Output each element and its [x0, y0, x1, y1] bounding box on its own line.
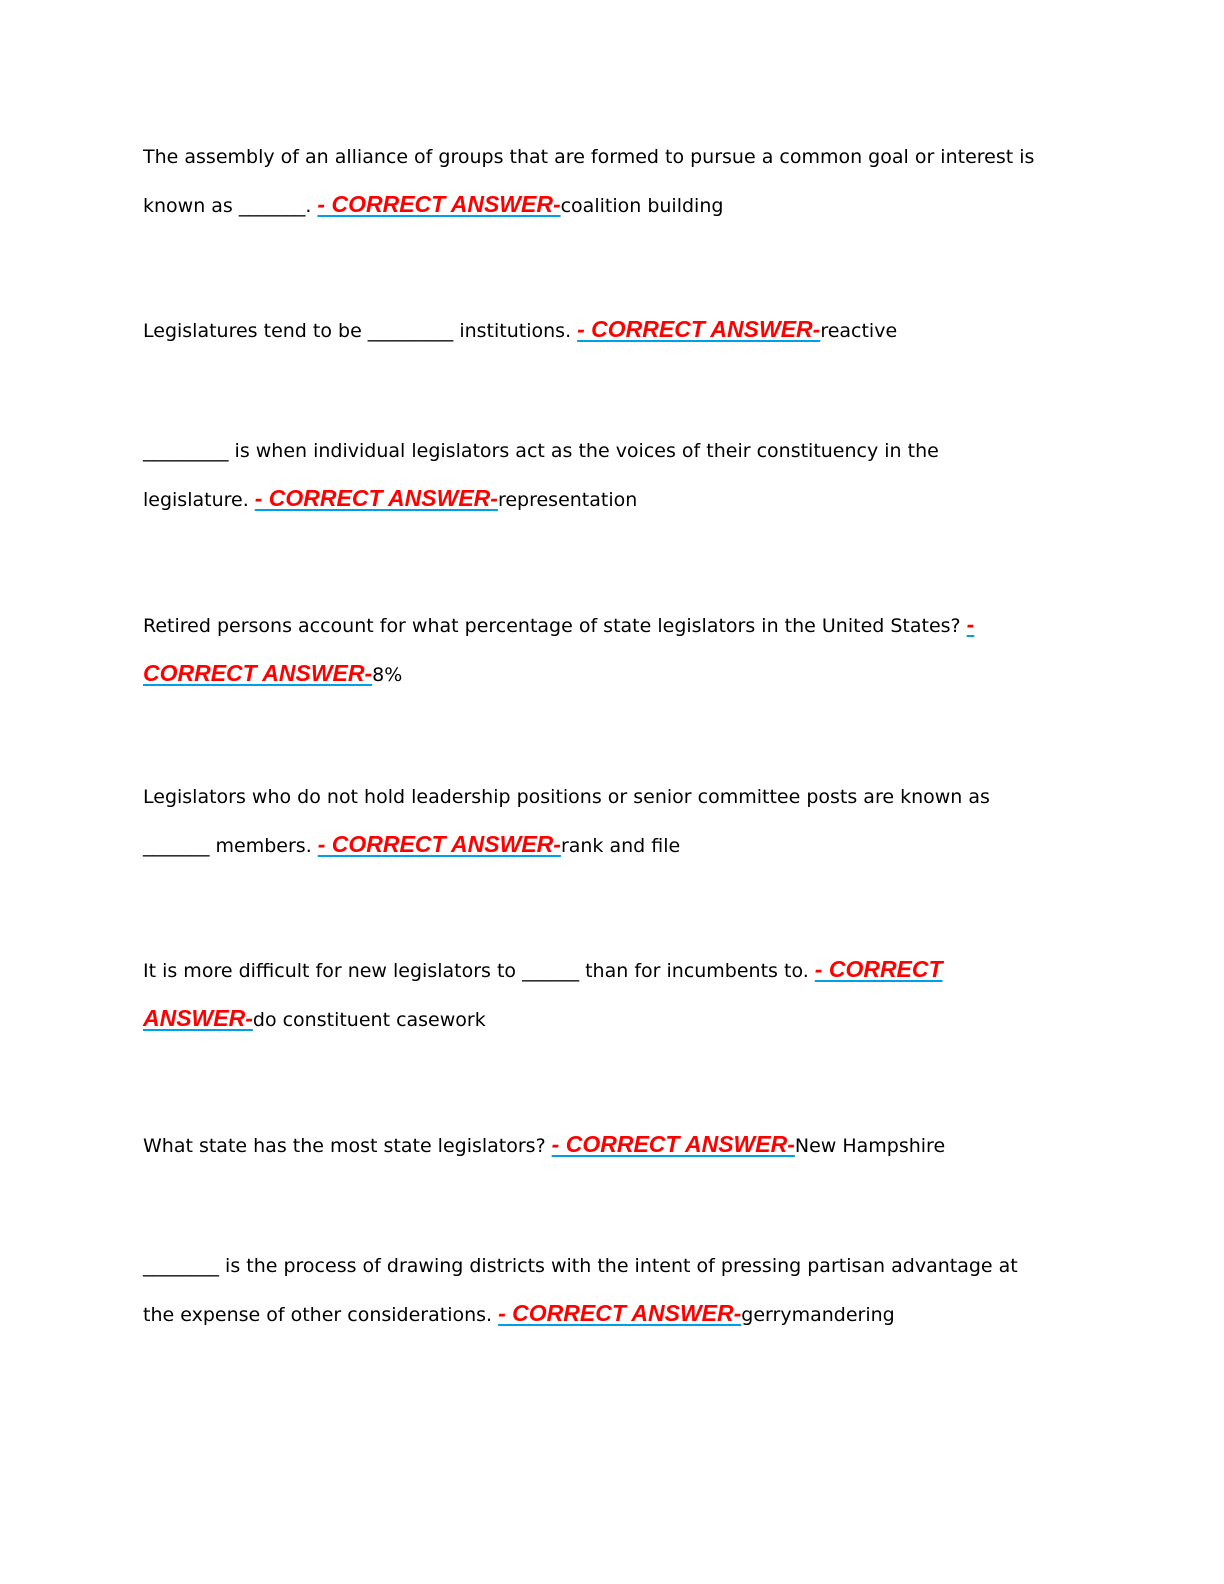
- question-text: known as _______.: [143, 195, 312, 217]
- answer-text: 8%: [372, 664, 403, 686]
- answer-text: rank and file: [560, 835, 681, 857]
- question-text: Legislators who do not hold leadership positions or senior committee posts are known as: [143, 786, 990, 808]
- question-text: What state has the most state legislators?: [143, 1135, 546, 1157]
- question-text: _________ is when individual legislators act as the voices of their constituency in the: [143, 440, 939, 462]
- answer-text: representation: [497, 489, 638, 511]
- correct-answer-marker: - CORRECT: [814, 956, 943, 982]
- qa-item-reactive: [143, 306, 1063, 355]
- question-text: the expense of other considerations.: [143, 1304, 493, 1326]
- qa-item-coalition: [143, 134, 1063, 230]
- question-text: The assembly of an alliance of groups that are formed to pursue a common goal or interest is: [143, 146, 1035, 168]
- question-text: legislature.: [143, 489, 249, 511]
- correct-answer-marker: -: [966, 611, 975, 637]
- qa-item-gerrymandering: [143, 1243, 1063, 1339]
- question-text: Retired persons account for what percentage of state legislators in the United States?: [143, 615, 961, 637]
- question-text: It is more difficult for new legislators to ______ than for incumbents to.: [143, 960, 809, 982]
- answer-text: coalition building: [560, 195, 724, 217]
- correct-answer-marker: ANSWER-: [143, 1005, 253, 1031]
- question-text: Legislatures tend to be _________ institutions.: [143, 320, 572, 342]
- qa-item-casework: [143, 946, 1063, 1044]
- correct-answer-marker: - CORRECT ANSWER-: [551, 1131, 795, 1157]
- correct-answer-marker: - CORRECT ANSWER-: [254, 485, 498, 511]
- answer-text: reactive: [820, 320, 898, 342]
- answer-text: New Hampshire: [794, 1135, 946, 1157]
- question-text: _______ members.: [143, 835, 312, 857]
- question-text: ________ is the process of drawing districts with the intent of pressing partisan advantage at: [143, 1255, 1018, 1277]
- correct-answer-marker: - CORRECT ANSWER-: [498, 1300, 742, 1326]
- answer-text: do constituent casework: [252, 1009, 486, 1031]
- correct-answer-marker: - CORRECT ANSWER-: [317, 831, 561, 857]
- qa-item-retired-percentage: [143, 601, 1063, 699]
- qa-item-representation: [143, 428, 1063, 524]
- qa-item-new-hampshire: [143, 1121, 1063, 1170]
- correct-answer-marker: - CORRECT ANSWER-: [317, 191, 561, 217]
- answer-text: gerrymandering: [741, 1304, 895, 1326]
- correct-answer-marker: CORRECT ANSWER-: [143, 660, 373, 686]
- correct-answer-marker: - CORRECT ANSWER-: [577, 316, 821, 342]
- qa-item-rank-and-file: [143, 774, 1063, 870]
